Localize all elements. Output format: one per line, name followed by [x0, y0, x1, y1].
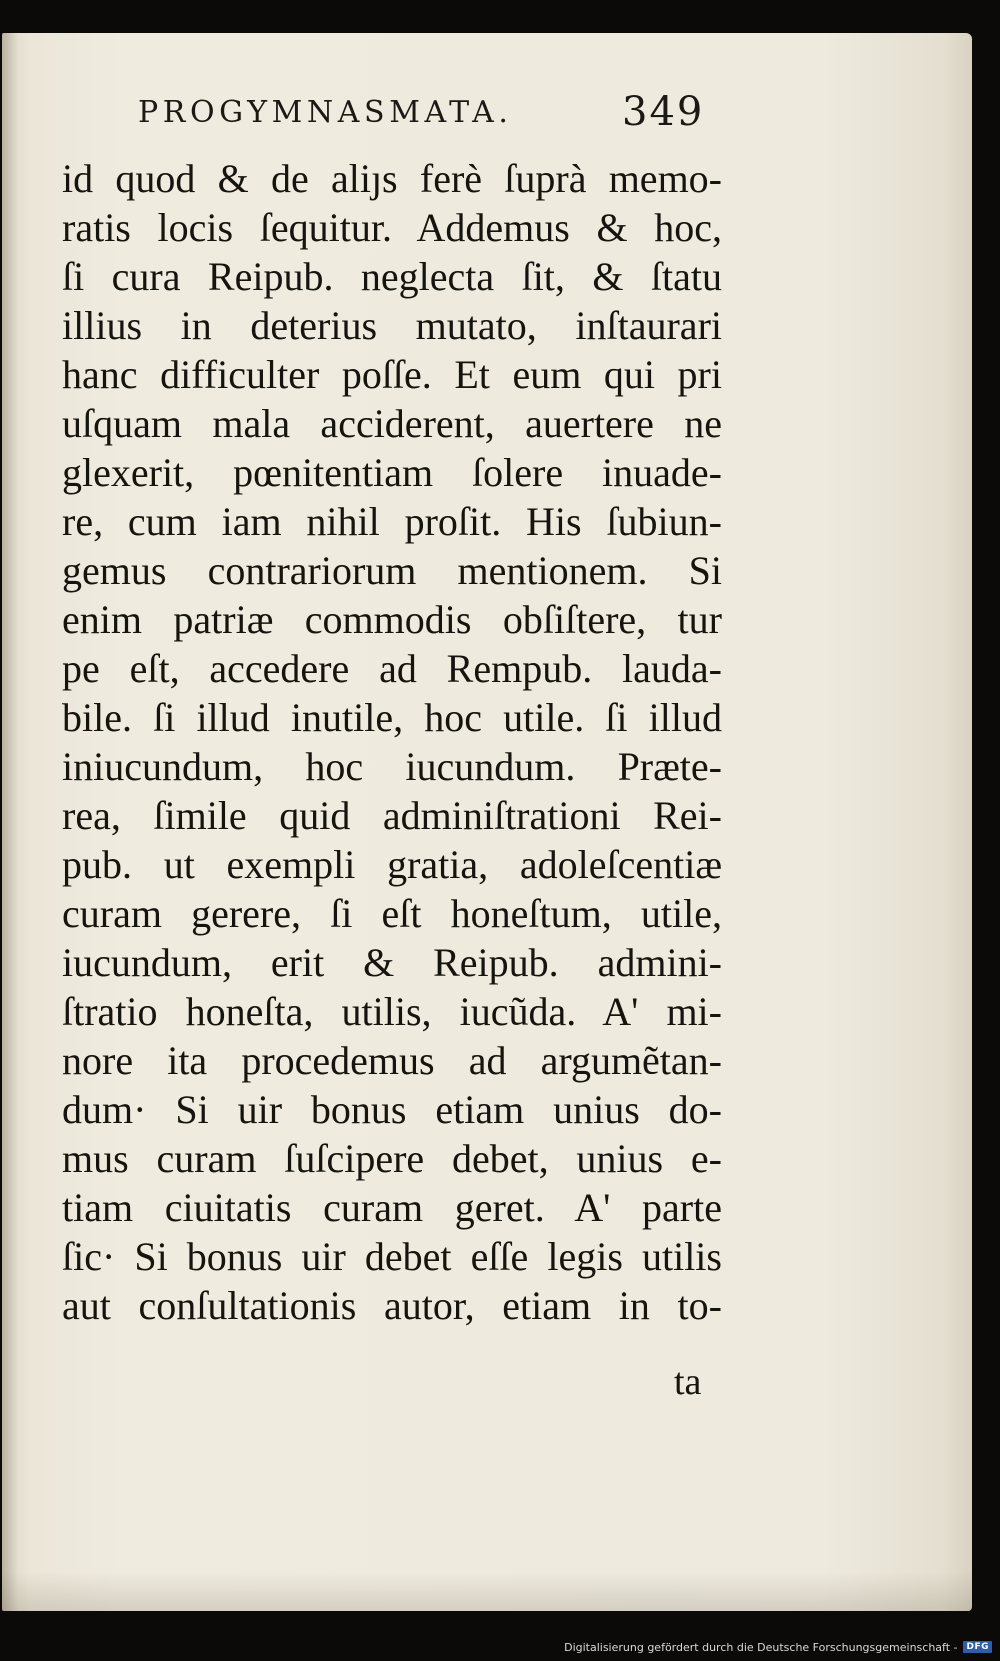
running-head-title: PROGYMNASMATA. — [138, 95, 513, 130]
text-line: glexerit, pœnitentiam ſolere inuade- — [62, 450, 722, 495]
text-line: hanc difficulter poſſe. Et eum qui pri — [62, 352, 722, 397]
text-line: curam gerere, ſi eſt honeſtum, utile, — [62, 891, 722, 936]
page-number: 349 — [622, 89, 705, 135]
gutter-shadow — [2, 33, 18, 1611]
digitization-credit — [564, 1637, 992, 1657]
text-line: nore ita procedemus ad argumẽtan- — [62, 1038, 722, 1083]
text-line: iucundum, erit & Reipub. admini- — [62, 940, 722, 985]
body-text — [62, 154, 722, 1330]
text-line: ſic· Si bonus uir debet eſſe legis utilis — [62, 1234, 722, 1279]
text-line: enim patriæ commodis obſiſtere, tur — [62, 597, 722, 642]
text-line: re, cum iam nihil proſit. His ſubiun- — [62, 499, 722, 544]
running-head — [2, 89, 972, 145]
text-line: pe eſt, accedere ad Rempub. lauda- — [62, 646, 722, 691]
text-line: dum· Si uir bonus etiam unius do- — [62, 1087, 722, 1132]
text-line: tiam ciuitatis curam geret. A' parte — [62, 1185, 722, 1230]
text-line: pub. ut exempli gratia, adoleſcentiæ — [62, 842, 722, 887]
text-line: gemus contrariorum mentionem. Si — [62, 548, 722, 593]
text-line: uſquam mala acciderent, auertere ne — [62, 401, 722, 446]
page-bottom-shade — [2, 1571, 972, 1611]
text-line: ſi cura Reipub. neglecta ſit, & ſtatu — [62, 254, 722, 299]
dfg-logo: DFG — [963, 1641, 992, 1653]
text-line: iniucundum, hoc iucundum. Præte- — [62, 744, 722, 789]
catchword: ta — [674, 1361, 702, 1403]
text-line: mus curam ſuſcipere debet, unius e- — [62, 1136, 722, 1181]
text-line: id quod & de aliȷs ferè ſuprà memo- — [62, 156, 722, 201]
text-line: bile. ſi illud inutile, hoc utile. ſi illud — [62, 695, 722, 740]
credit-text: Digitalisierung gefördert durch die Deutsche Forschungsgemeinschaft - — [564, 1640, 958, 1654]
text-line: ſtratio honeſta, utilis, iucũda. A' mi- — [62, 989, 722, 1034]
text-line: aut conſultationis autor, etiam in to- — [62, 1283, 722, 1328]
text-line: rea, ſimile quid adminiſtrationi Rei- — [62, 793, 722, 838]
book-page — [2, 33, 972, 1611]
text-line: illius in deterius mutato, inſtaurari — [62, 303, 722, 348]
text-line: ratis locis ſequitur. Addemus & hoc, — [62, 205, 722, 250]
